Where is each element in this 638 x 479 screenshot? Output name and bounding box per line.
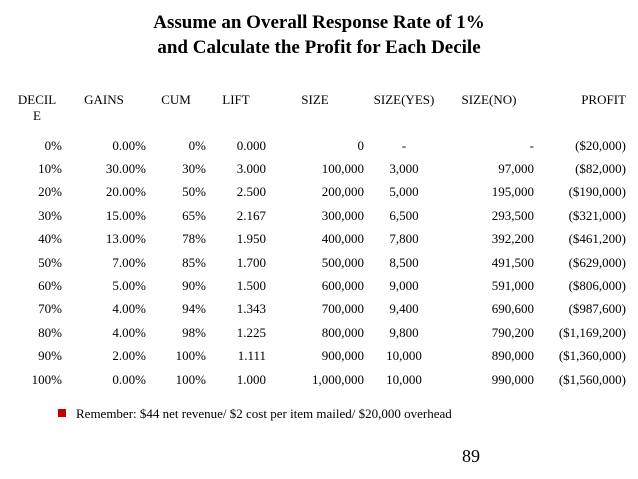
cell-lift: 1.000 bbox=[236, 371, 266, 387]
cell-size: 500,000 bbox=[321, 254, 364, 270]
table-row bbox=[12, 157, 626, 180]
cell-size-no: 890,000 bbox=[491, 348, 534, 364]
cell-cum: 65% bbox=[182, 207, 206, 223]
cell-decile: 10% bbox=[38, 161, 62, 177]
cell-profit: ($1,169,200) bbox=[558, 324, 626, 340]
cell-lift: 3.000 bbox=[236, 161, 266, 177]
cell-profit: ($987,600) bbox=[568, 301, 626, 317]
cell-decile: 50% bbox=[38, 254, 62, 270]
header-decile: DECIL E bbox=[17, 92, 57, 123]
cell-size-yes: 9,000 bbox=[389, 278, 419, 294]
header-size: SIZE bbox=[301, 92, 329, 107]
cell-decile: 40% bbox=[38, 231, 62, 247]
cell-size-no: 491,500 bbox=[491, 254, 534, 270]
table-row bbox=[12, 134, 626, 157]
cell-size-no: 591,000 bbox=[491, 278, 534, 294]
cell-cum: 85% bbox=[182, 254, 206, 270]
cell-lift: 1.343 bbox=[236, 301, 266, 317]
table-row bbox=[12, 251, 626, 274]
cell-size: 300,000 bbox=[321, 207, 364, 223]
cell-profit: ($190,000) bbox=[568, 184, 626, 200]
header-lift: LIFT bbox=[222, 92, 250, 107]
bullet-square-icon bbox=[58, 409, 66, 417]
cell-size-yes: 9,800 bbox=[389, 324, 419, 340]
cell-gains: 20.00% bbox=[105, 184, 146, 200]
cell-cum: 100% bbox=[175, 371, 206, 387]
cell-size: 1,000,000 bbox=[312, 371, 364, 387]
cell-cum: 78% bbox=[182, 231, 206, 247]
header-size-yes: SIZE(YES) bbox=[373, 92, 435, 107]
cell-gains: 0.00% bbox=[112, 371, 146, 387]
cell-cum: 98% bbox=[182, 324, 206, 340]
cell-lift: 1.500 bbox=[236, 278, 266, 294]
reminder-text: Remember: $44 net revenue/ $2 cost per item mailed/ $20,000 overhead bbox=[76, 406, 452, 421]
cell-size-no: 990,000 bbox=[491, 371, 534, 387]
table-row bbox=[12, 228, 626, 251]
cell-gains: 5.00% bbox=[112, 278, 146, 294]
table-row bbox=[12, 274, 626, 297]
cell-lift: 1.700 bbox=[236, 254, 266, 270]
cell-decile: 20% bbox=[38, 184, 62, 200]
cell-size-yes: 5,000 bbox=[389, 184, 419, 200]
cell-size: 100,000 bbox=[321, 161, 364, 177]
cell-cum: 50% bbox=[182, 184, 206, 200]
table-row bbox=[12, 181, 626, 204]
table-row bbox=[12, 345, 626, 368]
table-row bbox=[12, 204, 626, 227]
cell-size: 400,000 bbox=[321, 231, 364, 247]
cell-size: 200,000 bbox=[321, 184, 364, 200]
page-number: 89 bbox=[462, 446, 480, 466]
cell-profit: ($806,000) bbox=[568, 278, 626, 294]
cell-profit: ($1,560,000) bbox=[558, 371, 626, 387]
cell-size-yes: 3,000 bbox=[389, 161, 419, 177]
cell-decile: 30% bbox=[38, 207, 62, 223]
cell-decile: 70% bbox=[38, 301, 62, 317]
cell-decile: 90% bbox=[38, 348, 62, 364]
header-gains: GAINS bbox=[84, 92, 124, 107]
cell-profit: ($20,000) bbox=[575, 137, 626, 153]
header-profit: PROFIT bbox=[581, 92, 626, 107]
cell-cum: 90% bbox=[182, 278, 206, 294]
cell-size: 900,000 bbox=[321, 348, 364, 364]
cell-profit: ($1,360,000) bbox=[558, 348, 626, 364]
cell-gains: 4.00% bbox=[112, 301, 146, 317]
cell-size-no: 790,200 bbox=[491, 324, 534, 340]
cell-lift: 1.225 bbox=[236, 324, 266, 340]
cell-profit: ($321,000) bbox=[568, 207, 626, 223]
cell-size-no: - bbox=[529, 137, 534, 153]
cell-lift: 2.500 bbox=[236, 184, 266, 200]
title-line-1: Assume an Overall Response Rate of 1% bbox=[153, 12, 485, 33]
cell-decile: 100% bbox=[31, 371, 62, 387]
cell-size: 0 bbox=[357, 137, 364, 153]
reminder-note bbox=[58, 406, 452, 422]
cell-lift: 1.950 bbox=[236, 231, 266, 247]
cell-size-no: 392,200 bbox=[491, 231, 534, 247]
cell-cum: 0% bbox=[188, 137, 206, 153]
cell-profit: ($629,000) bbox=[568, 254, 626, 270]
cell-size-yes: 10,000 bbox=[386, 371, 422, 387]
title-line-2: and Calculate the Profit for Each Decile bbox=[157, 37, 481, 58]
cell-size: 600,000 bbox=[321, 278, 364, 294]
header-size-no: SIZE(NO) bbox=[461, 92, 517, 107]
cell-cum: 94% bbox=[182, 301, 206, 317]
cell-gains: 0.00% bbox=[112, 137, 146, 153]
table-header-row bbox=[12, 92, 626, 134]
cell-gains: 4.00% bbox=[112, 324, 146, 340]
cell-gains: 2.00% bbox=[112, 348, 146, 364]
slide-title bbox=[0, 10, 638, 60]
cell-size-yes: 9,400 bbox=[389, 301, 419, 317]
table-row bbox=[12, 368, 626, 391]
table-body bbox=[12, 134, 626, 391]
cell-size-yes: 6,500 bbox=[389, 207, 419, 223]
cell-lift: 0.000 bbox=[236, 137, 266, 153]
cell-cum: 100% bbox=[175, 348, 206, 364]
cell-gains: 30.00% bbox=[105, 161, 146, 177]
cell-lift: 1.111 bbox=[237, 348, 266, 364]
cell-size-no: 195,000 bbox=[491, 184, 534, 200]
cell-size-no: 293,500 bbox=[491, 207, 534, 223]
cell-profit: ($461,200) bbox=[568, 231, 626, 247]
cell-decile: 60% bbox=[38, 278, 62, 294]
cell-size: 700,000 bbox=[321, 301, 364, 317]
cell-size-yes: - bbox=[401, 137, 407, 153]
cell-size-yes: 8,500 bbox=[389, 254, 419, 270]
table-row bbox=[12, 321, 626, 344]
cell-cum: 30% bbox=[182, 161, 206, 177]
cell-lift: 2.167 bbox=[236, 207, 266, 223]
cell-decile: 80% bbox=[38, 324, 62, 340]
cell-size-yes: 7,800 bbox=[389, 231, 419, 247]
decile-profit-table bbox=[12, 92, 626, 391]
cell-profit: ($82,000) bbox=[575, 161, 626, 177]
cell-gains: 15.00% bbox=[105, 207, 146, 223]
cell-gains: 7.00% bbox=[112, 254, 146, 270]
cell-size: 800,000 bbox=[321, 324, 364, 340]
cell-gains: 13.00% bbox=[105, 231, 146, 247]
cell-size-no: 690,600 bbox=[491, 301, 534, 317]
cell-size-no: 97,000 bbox=[498, 161, 534, 177]
cell-decile: 0% bbox=[44, 137, 62, 153]
table-row bbox=[12, 298, 626, 321]
header-cum: CUM bbox=[161, 92, 191, 107]
cell-size-yes: 10,000 bbox=[386, 348, 422, 364]
